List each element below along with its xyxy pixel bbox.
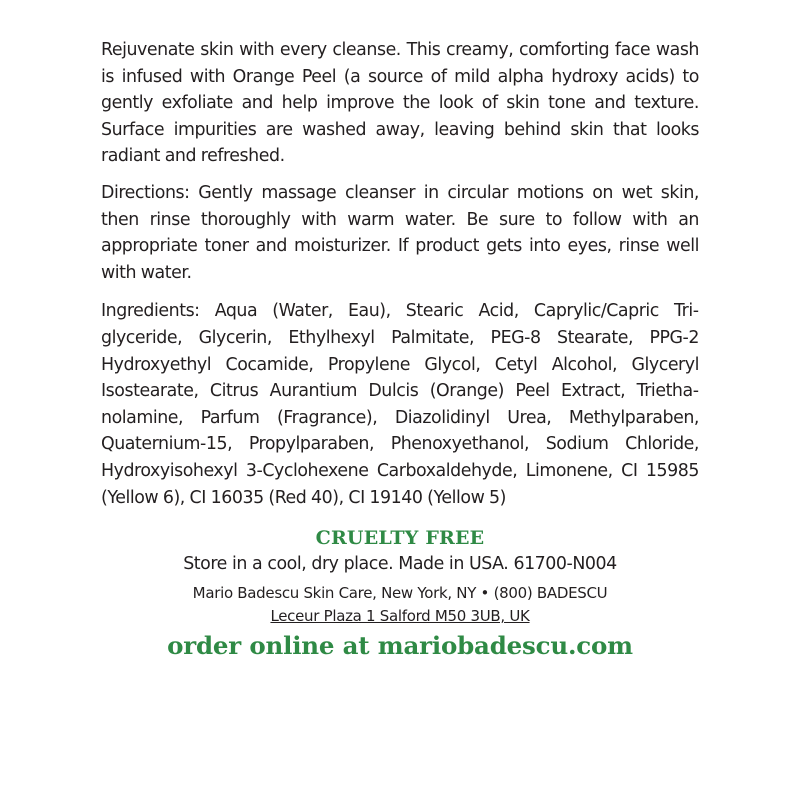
directions-text: Gently massage cleanser in circular motions on wet skin, then rinse thoroughly with warm water. Be sure to follow with an appropriate toner and moisturizer. If product gets into eyes, rinse well with water. bbox=[101, 182, 699, 283]
ingredients-text: Aqua (Water, Eau), Stearic Acid, Caprylic/Capric Triglyceride, Glycerin, Ethylhexyl Palmitate, PEG-8 Stearate, PPG-2 Hydroxyethyl Cocamide, Propylene Glycol, Cetyl Alcohol, Glyceryl Isostearate, Citrus Aurantium Dulcis (Orange) Peel Extract, Triethanolamine, Parfum (Fragrance), Diazolidinyl Urea, Methylparaben, Quaternium-15, Propylparaben, Phenoxyethanol, Sodium Chloride, Hydroxyisohexyl 3-Cyclohexene Carboxaldehyde, Limonene, CI 15985 (Yellow 6), CI 16035 (Red 40), CI 19140 (Yellow 5) bbox=[101, 301, 699, 508]
ingredients-label: Ingredients: bbox=[101, 301, 200, 322]
directions-paragraph bbox=[101, 180, 699, 286]
company-info: Mario Badescu Skin Care, New York, NY • (800) BADESCU bbox=[192, 584, 608, 602]
product-description: Rejuvenate skin with every cleanse. This creamy, comforting face wash is infused with Orange Peel (a source of mild alpha hydroxy acids) to gently exfoliate and help improve the look of skin tone and texture. Surface impurities are washed away, leaving behind skin that looks radiant and refreshed. bbox=[101, 40, 699, 167]
order-online-link[interactable]: order online at mariobadescu.com bbox=[167, 631, 633, 660]
ingredients-paragraph bbox=[101, 298, 699, 511]
product-label-text bbox=[101, 37, 699, 521]
cruelty-free-heading: CRUELTY FREE bbox=[315, 527, 485, 549]
company-address: Leceur Plaza 1 Salford M50 3UB, UK bbox=[270, 607, 530, 625]
storage-info: Store in a cool, dry place. Made in USA. 61700-N004 bbox=[183, 554, 617, 574]
directions-label: Directions: bbox=[101, 182, 190, 203]
